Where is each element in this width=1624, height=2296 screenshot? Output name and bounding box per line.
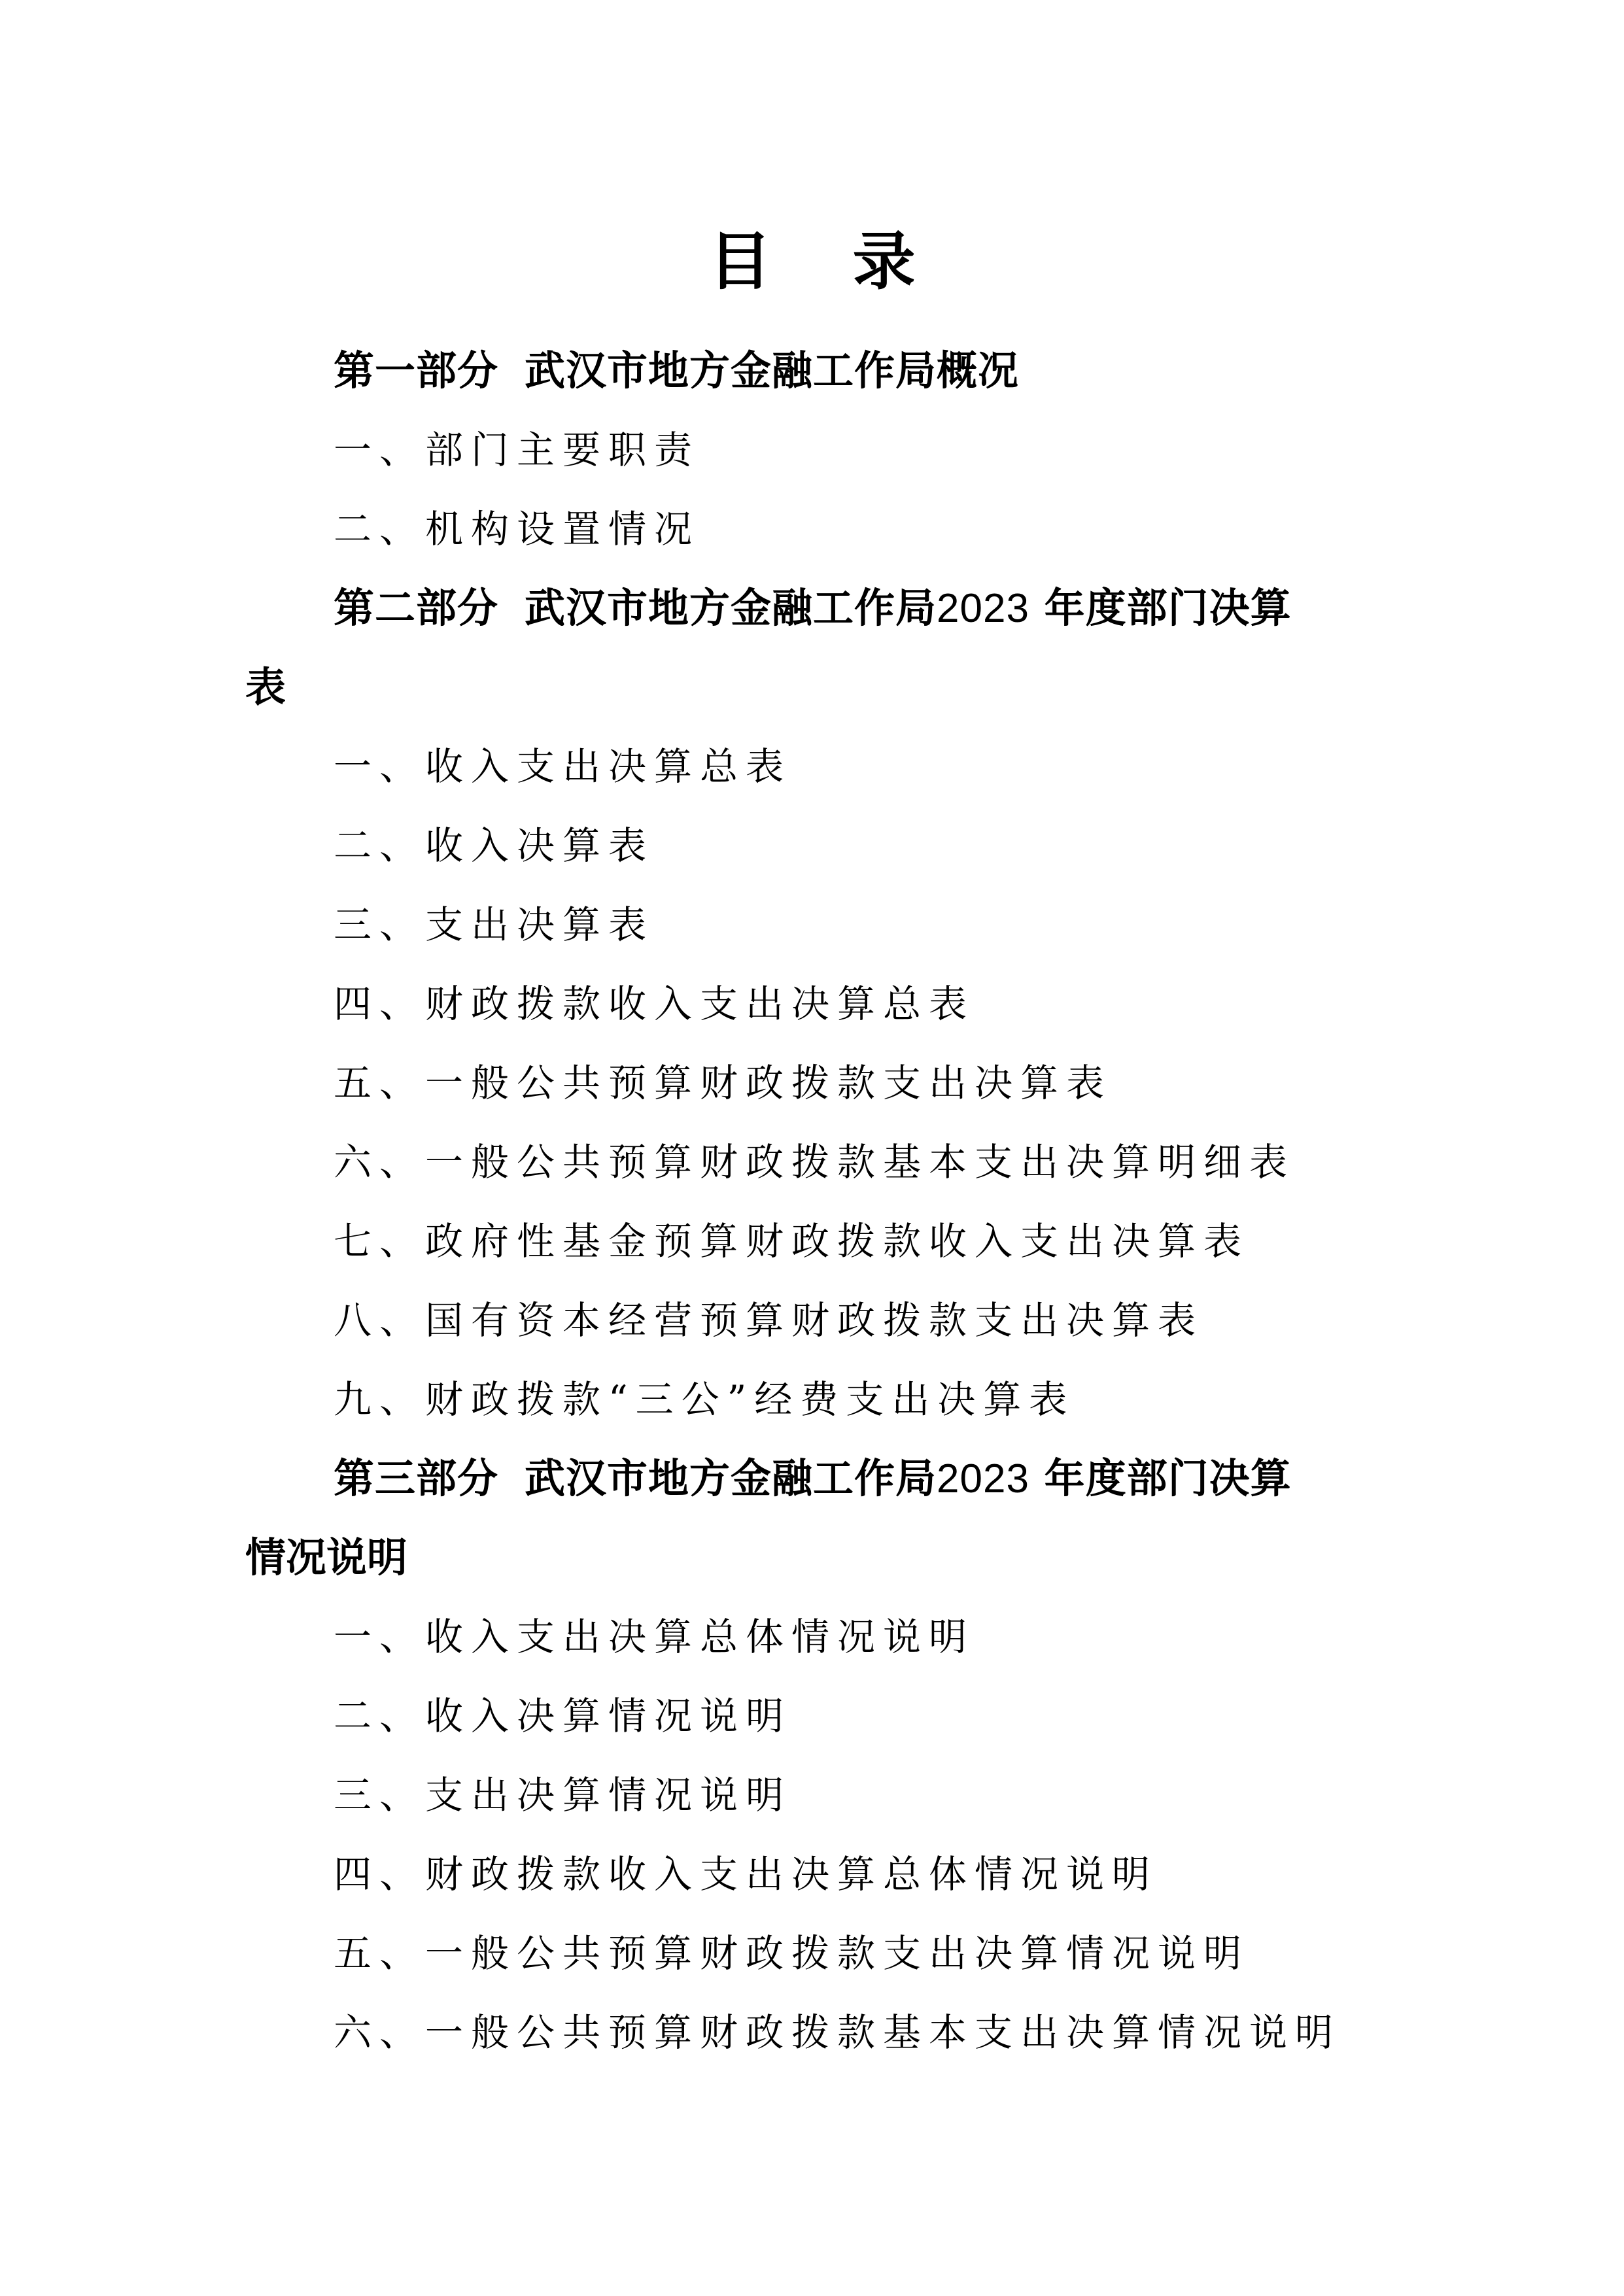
- title-char-2: 录: [852, 224, 916, 298]
- part1-title: 武汉市地方金融工作局概况: [525, 347, 1020, 394]
- toc-part2-item-5[interactable]: 五、一般公共预算财政拨款支出决算表: [334, 1061, 1113, 1105]
- part2-title-post: 年度部门决算: [1044, 584, 1292, 632]
- title-char-1: 目: [708, 224, 772, 298]
- toc-part3-item-4[interactable]: 四、财政拨款收入支出决算总体情况说明: [334, 1852, 1158, 1896]
- part3-year: 2023: [937, 1456, 1029, 1501]
- part3-title-post: 年度部门决算: [1044, 1454, 1292, 1502]
- toc-part2-item-6[interactable]: 六、一般公共预算财政拨款基本支出决算明细表: [334, 1140, 1296, 1184]
- toc-part3-item-1[interactable]: 一、收入支出决算总体情况说明: [334, 1615, 975, 1659]
- toc-part3-item-6[interactable]: 六、一般公共预算财政拨款基本支出决算情况说明: [334, 2010, 1341, 2055]
- toc-part2-item-3[interactable]: 三、支出决算表: [334, 902, 655, 947]
- toc-part3-item-3[interactable]: 三、支出决算情况说明: [334, 1773, 792, 1817]
- page-title: [0, 216, 1624, 307]
- toc-part2-item-9[interactable]: 九、财政拨款“三公”经费支出决算表: [334, 1377, 1075, 1422]
- toc-part2-item-2[interactable]: 二、收入决算表: [334, 823, 655, 868]
- toc-part1-heading[interactable]: [334, 332, 1400, 410]
- toc-part2-item-8[interactable]: 八、国有资本经营预算财政拨款支出决算表: [334, 1298, 1204, 1343]
- toc-part2-item-7[interactable]: 七、政府性基金预算财政拨款收入支出决算表: [334, 1219, 1250, 1263]
- toc-part2-heading[interactable]: [334, 569, 1400, 647]
- toc-part2-heading-cont[interactable]: 表: [245, 663, 286, 711]
- toc-part1-item-1[interactable]: 一、部门主要职责: [334, 428, 700, 472]
- toc-part1-item-2[interactable]: 二、机构设置情况: [334, 507, 700, 551]
- toc-part3-item-5[interactable]: 五、一般公共预算财政拨款支出决算情况说明: [334, 1931, 1250, 1976]
- toc-part3-heading[interactable]: [334, 1439, 1400, 1518]
- part3-label: 第三部分: [334, 1454, 499, 1502]
- part3-title-pre: 武汉市地方金融工作局: [525, 1454, 937, 1502]
- toc-part3-item-2[interactable]: 二、收入决算情况说明: [334, 1694, 792, 1738]
- part2-title-pre: 武汉市地方金融工作局: [525, 584, 937, 632]
- part2-year: 2023: [937, 586, 1029, 631]
- part1-label: 第一部分: [334, 347, 499, 394]
- toc-part2-item-1[interactable]: 一、收入支出决算总表: [334, 744, 792, 789]
- part2-label: 第二部分: [334, 584, 499, 632]
- toc-part2-item-4[interactable]: 四、财政拨款收入支出决算总表: [334, 982, 975, 1026]
- toc-part3-heading-cont[interactable]: 情况说明: [245, 1534, 408, 1581]
